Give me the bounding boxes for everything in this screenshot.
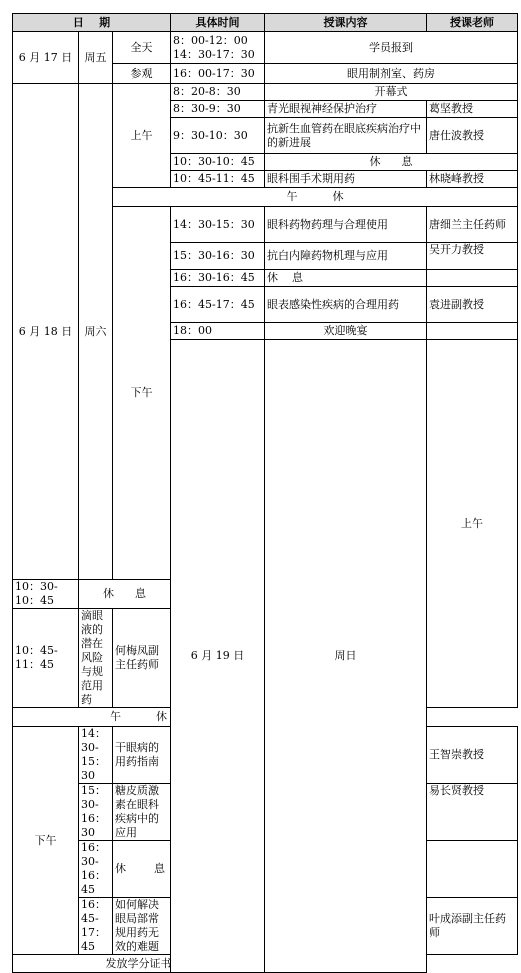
teacher-cell: 唐仕波教授 (427, 118, 518, 154)
time-cell: 15：30-16：30 (79, 784, 113, 841)
afternoon-label: 下午 (113, 207, 171, 580)
lunch-cell: 午 休 (13, 708, 265, 727)
time-cell: 10：30-10：45 (13, 580, 79, 609)
time-cell: 16：00-17：30 (171, 64, 265, 84)
content-cell: 抗新生血管药在眼底疾病治疗中的新进展 (265, 118, 427, 154)
time-cell: 16：30-16：45 (171, 270, 265, 287)
teacher-cell (427, 323, 518, 340)
time-cell: 18：00 (171, 323, 265, 340)
content-cell: 眼科围手术期用药 (265, 171, 427, 188)
time-cell: 15：30-16：30 (171, 243, 265, 270)
time-cell: 8：20-8：30 (171, 84, 265, 101)
content-cell: 学员报到 (265, 32, 518, 64)
date-cell: 6 月 18 日 (13, 84, 79, 580)
table-row (13, 32, 518, 64)
header-date: 日 期 (13, 14, 171, 32)
content-cell: 欢迎晚宴 (265, 323, 427, 340)
teacher-cell: 葛坚教授 (427, 101, 518, 118)
time-cell: 10：30-10：45 (171, 154, 265, 171)
morning-label: 上午 (427, 340, 518, 708)
content-cell: 开幕式 (265, 84, 518, 101)
date-cell: 6 月 17 日 (13, 32, 79, 84)
content-cell: 休 息 (113, 841, 171, 898)
lunch-cell: 午 休 (113, 188, 518, 207)
time-cell: 9：30-10：30 (171, 118, 265, 154)
content-cell: 眼表感染性疾病的合理用药 (265, 287, 427, 323)
teacher-cell: 袁进副教授 (427, 287, 518, 323)
teacher-cell (427, 270, 518, 287)
schedule-table (12, 13, 518, 973)
table-row (13, 84, 518, 101)
time-cell: 8：30-9：30 (171, 101, 265, 118)
weekday-cell: 周日 (265, 340, 427, 973)
content-cell: 糖皮质激素在眼科疾病中的应用 (113, 784, 171, 841)
content-cell: 眼用制剂室、药房 (265, 64, 518, 84)
header-teacher: 授课老师 (427, 14, 518, 32)
teacher-cell (427, 841, 518, 898)
time-cell: 14：30-15：30 (79, 727, 113, 784)
teacher-cell: 唐细兰主任药师 (427, 207, 518, 243)
teacher-cell: 王智崇教授 (427, 727, 518, 784)
teacher-cell: 吴开力教授 (427, 243, 518, 270)
time-cell: 8：00-12：00 14：30-17：30 (171, 32, 265, 64)
time-cell: 16：45-17：45 (79, 898, 113, 955)
content-cell: 休 息 (265, 154, 518, 171)
teacher-cell: 易长贤教授 (427, 784, 518, 841)
time-cell: 16：30-16：45 (79, 841, 113, 898)
teacher-cell: 何梅凤副主任药师 (113, 609, 171, 708)
closing-cell: 发放学分证书 (13, 955, 265, 973)
content-cell: 干眼病的用药指南 (113, 727, 171, 784)
content-cell: 滴眼液的潜在风险与规范用药 (79, 609, 113, 708)
weekday-cell: 周六 (79, 84, 113, 580)
content-cell: 青光眼视神经保护治疗 (265, 101, 427, 118)
content-cell: 眼科药物药理与合理使用 (265, 207, 427, 243)
date-cell: 6 月 19 日 (171, 340, 265, 973)
weekday-cell: 周五 (79, 32, 113, 84)
afternoon-label: 下午 (13, 727, 79, 955)
time-cell: 10：45-11：45 (171, 171, 265, 188)
teacher-cell: 林晓峰教授 (427, 171, 518, 188)
content-cell: 如何解决眼局部常规用药无效的难题 (113, 898, 171, 955)
slot-cell: 参观 (113, 64, 171, 84)
content-cell: 休 息 (265, 270, 427, 287)
time-cell: 14：30-15：30 (171, 207, 265, 243)
content-cell: 休 息 (79, 580, 171, 609)
morning-label: 上午 (113, 84, 171, 188)
header-content: 授课内容 (265, 14, 427, 32)
slot-cell: 全天 (113, 32, 171, 64)
time-cell: 16：45-17：45 (171, 287, 265, 323)
header-row (13, 14, 518, 32)
content-cell: 抗白内障药物机理与应用 (265, 243, 427, 270)
header-time: 具体时间 (171, 14, 265, 32)
time-cell: 10：45-11：45 (13, 609, 79, 708)
teacher-cell: 叶成添副主任药师 (427, 898, 518, 955)
